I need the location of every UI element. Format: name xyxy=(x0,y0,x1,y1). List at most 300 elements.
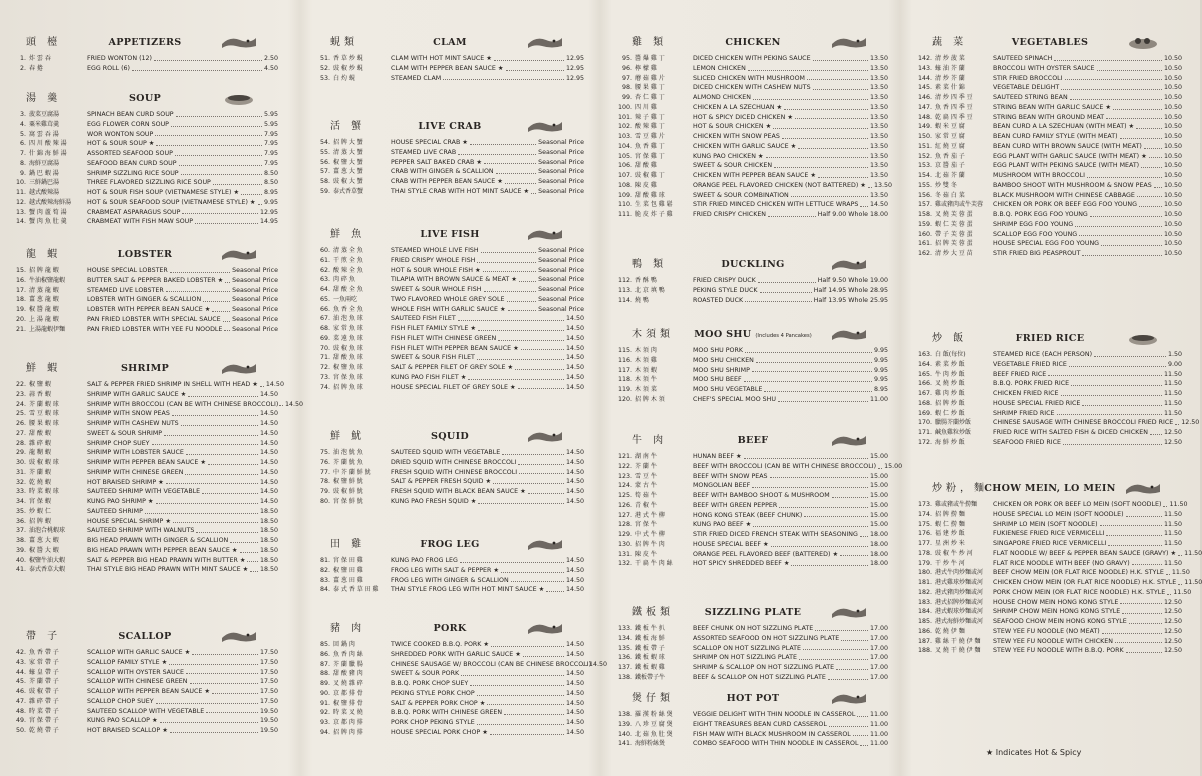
item-number: 147. xyxy=(918,103,933,111)
dot-leader xyxy=(230,536,258,543)
menu-item-row xyxy=(618,395,888,405)
item-chinese-name: 京 醬 茄 子 xyxy=(935,162,965,170)
item-chinese-name: 雪 豆 雞 片 xyxy=(635,133,665,140)
menu-section xyxy=(618,34,892,220)
item-price: Seasonal Price xyxy=(538,266,584,274)
item-chinese-name: 魚 香 茄 子 xyxy=(935,152,965,160)
dot-leader xyxy=(1054,54,1162,61)
item-number: 187. xyxy=(918,637,933,645)
item-name: BROCCOLI WITH OYSTER SAUCE xyxy=(993,64,1095,72)
menu-item-row xyxy=(316,679,584,689)
item-number: 173. xyxy=(918,501,933,508)
item-price: 14.50 xyxy=(565,315,584,323)
dot-leader xyxy=(170,266,230,273)
item-price: 13.50 xyxy=(869,123,888,131)
item-price: 11.00 xyxy=(869,711,888,718)
menu-item-row xyxy=(918,578,1202,588)
item-name: CLAM WITH PEPPER BEAN SAUCE ★ xyxy=(391,64,504,72)
item-number: 166. xyxy=(918,380,933,388)
item-number: 146. xyxy=(918,94,933,101)
item-number: 138. xyxy=(618,673,633,681)
menu-item-row xyxy=(918,210,1182,220)
item-chinese-name: 雪 豆 蝦 球 xyxy=(29,410,59,418)
item-number: 142. xyxy=(918,55,933,62)
item-number: 71. xyxy=(319,354,330,362)
item-price: 18.50 xyxy=(259,527,278,535)
item-chinese-name: 芥 蘭 臘 腸 xyxy=(333,660,363,668)
item-price: 12.50 xyxy=(1163,438,1182,446)
item-price: 11.50 xyxy=(1163,399,1182,407)
menu-item-row xyxy=(12,149,278,159)
menu-item-row xyxy=(618,385,888,395)
item-price: 11.50 xyxy=(1163,380,1182,388)
menu-item-row xyxy=(618,710,888,720)
item-price: 14.50 xyxy=(565,650,584,658)
item-price: 14.50 xyxy=(259,449,278,457)
item-chinese-name: 豉 椒 蝦 球 xyxy=(29,459,59,466)
item-price: 14.50 xyxy=(565,364,584,371)
item-price: 14.50 xyxy=(285,400,304,408)
item-price: 8.50 xyxy=(263,179,278,187)
item-price: 12.95 xyxy=(565,74,584,82)
dot-leader xyxy=(841,634,868,641)
dot-leader xyxy=(504,708,564,715)
item-price: Seasonal Price xyxy=(538,247,584,254)
item-number: 67. xyxy=(319,315,330,323)
dot-leader xyxy=(195,217,258,224)
item-price: 14.50 xyxy=(565,566,584,574)
item-number: 117. xyxy=(618,366,633,374)
item-chinese-name: 臘腸芥蘭炒飯 xyxy=(935,419,972,427)
item-number: 51. xyxy=(319,55,330,62)
item-price: Seasonal Price xyxy=(538,158,584,166)
menu-item-row xyxy=(918,409,1182,419)
section-chinese-title: 湯 羹 xyxy=(26,93,62,104)
item-name: KUNG PAO BEEF ★ xyxy=(693,521,752,529)
item-name: SHRIMP WITH CHINESE GREEN xyxy=(87,468,184,476)
item-chinese-name: 杏 仁 雞 丁 xyxy=(635,94,665,101)
item-chinese-name: 椒 鹽 田 雞 xyxy=(333,566,363,574)
item-number: 119. xyxy=(618,386,633,393)
dot-leader xyxy=(1122,607,1162,614)
menu-item-row xyxy=(12,178,278,188)
section-chinese-title: 鴨 類 xyxy=(632,259,668,270)
menu-item-row xyxy=(618,276,888,286)
item-price: 13.50 xyxy=(869,172,888,179)
item-chinese-name: 招 牌 芙 蓉 蛋 xyxy=(935,240,973,248)
section-chinese-title: 雞 類 xyxy=(632,37,668,48)
item-name: SHRIMP WITH SNOW PEAS xyxy=(87,410,170,418)
item-number: 55. xyxy=(319,148,330,156)
item-number: 151. xyxy=(918,142,933,150)
menu-item-row xyxy=(12,478,278,488)
item-number: 125. xyxy=(618,492,633,499)
item-number: 139. xyxy=(618,720,633,728)
item-price: 10.50 xyxy=(1163,113,1182,121)
section-chinese-title: 炒粉，麵 xyxy=(932,483,988,494)
dot-leader xyxy=(156,139,262,146)
dot-leader xyxy=(478,497,564,504)
menu-item-row xyxy=(12,286,278,296)
item-name: BEEF FRIED RICE xyxy=(993,370,1047,378)
item-name: CHICKEN CHOW MEIN (OR FLAT RICE NOODLE) H.K. STYLE xyxy=(993,579,1177,586)
item-number: 10. xyxy=(15,179,26,187)
item-chinese-name: 雜 碎 帶 子 xyxy=(29,697,59,705)
dot-leader xyxy=(1063,438,1162,445)
menu-item-row xyxy=(12,429,278,439)
dot-leader xyxy=(154,54,262,61)
dot-leader xyxy=(1061,83,1162,90)
item-number: 115. xyxy=(618,347,633,354)
item-name: LOBSTER WITH PEPPER BEAN SAUCE ★ xyxy=(87,306,211,313)
item-name: SHRIMP CHOP SUEY xyxy=(87,439,150,447)
section-header xyxy=(12,34,278,52)
item-price: 12.50 xyxy=(1163,647,1182,655)
item-price: Seasonal Price xyxy=(232,276,278,284)
dot-leader xyxy=(1048,370,1162,377)
dot-leader xyxy=(188,390,258,397)
item-price: 14.95 xyxy=(259,218,278,226)
dot-leader xyxy=(807,74,868,81)
item-price: 10.50 xyxy=(1163,181,1182,189)
dot-leader xyxy=(771,540,868,547)
item-chinese-name: 酸 辣 雞 丁 xyxy=(635,123,665,131)
item-number: 38. xyxy=(15,537,26,544)
item-name: B.B.Q. PORK EGG FOO YOUNG xyxy=(993,211,1088,218)
item-name: BEAN CURD WITH BROWN SAUCE (WITH MEAT) xyxy=(993,142,1142,150)
menu-item-row xyxy=(918,74,1182,84)
section-header xyxy=(316,428,584,446)
dot-leader xyxy=(836,663,868,670)
item-price: 14.50 xyxy=(565,689,584,697)
item-number: 130. xyxy=(618,540,633,548)
menu-item-row xyxy=(618,200,888,210)
menu-item-row xyxy=(12,439,278,449)
item-price: 14.50 xyxy=(565,334,584,342)
item-name: HOUSE SPECIAL EGG FOO YOUNG xyxy=(993,240,1100,248)
item-chinese-name: 白 飯(每位) xyxy=(935,351,966,358)
item-chinese-name: 魚 香 肉 絲 xyxy=(333,650,363,658)
item-name: SCALLOP FAMILY STYLE ★ xyxy=(87,658,168,666)
dot-leader xyxy=(799,653,868,660)
item-price: 13.50 xyxy=(869,55,888,62)
menu-item-row xyxy=(12,526,278,536)
item-number: 183. xyxy=(918,598,933,606)
item-number: 2. xyxy=(19,64,26,72)
item-number: 188. xyxy=(918,647,933,655)
item-number: 24. xyxy=(15,400,26,408)
section-header xyxy=(12,360,278,378)
item-number: 42. xyxy=(15,649,26,656)
dot-leader xyxy=(818,171,868,178)
menu-item-row xyxy=(618,93,888,103)
item-number: 118. xyxy=(618,376,633,384)
item-name: TILAPIA WITH BROWN SAUCE & MEAT ★ xyxy=(391,276,517,284)
section-header xyxy=(316,620,584,638)
item-name: BEEF CHUNK ON HOT SIZZLING PLATE xyxy=(693,625,814,632)
menu-section xyxy=(618,432,903,569)
item-price: 11.50 xyxy=(1184,579,1202,586)
menu-item-row xyxy=(618,634,888,644)
item-chinese-name: 豉 椒 帶 子 xyxy=(29,688,59,695)
item-name: BEEF WITH GREEN PEPPER xyxy=(693,501,778,509)
item-name: SAUTEED SHRIMP WITH VEGETABLE xyxy=(87,488,201,496)
menu-item-row xyxy=(316,74,584,84)
dot-leader xyxy=(208,458,258,465)
menu-section xyxy=(918,480,1202,656)
menu-item-row xyxy=(618,491,888,501)
dot-leader xyxy=(1132,559,1162,566)
menu-item-row xyxy=(618,210,888,220)
dot-leader xyxy=(770,472,868,479)
item-number: 106. xyxy=(618,162,633,170)
item-number: 14. xyxy=(15,218,26,226)
item-chinese-name: 海鮮粉絲煲 xyxy=(635,740,666,748)
section-header xyxy=(918,34,1182,52)
item-chinese-name: 蟹 肉 蘆 筍 湯 xyxy=(29,208,67,216)
item-price: 12.50 xyxy=(1163,627,1182,635)
menu-section xyxy=(618,604,888,683)
item-price: 13.50 xyxy=(869,74,888,82)
squid-icon xyxy=(524,428,566,444)
item-name: STIR FRIED BIG PEASPROUT xyxy=(993,250,1081,257)
menu-item-row xyxy=(316,334,584,344)
item-chinese-name: 鐵 板 蝦 球 xyxy=(635,654,665,662)
item-name: HOUSE SPECIAL BEEF ★ xyxy=(693,540,769,548)
dot-leader xyxy=(175,149,262,156)
item-chinese-name: 甜 酸 全 魚 xyxy=(333,286,363,293)
item-name: SAUTEED SPINACH xyxy=(993,55,1053,62)
section-title: LIVE CRAB xyxy=(418,121,482,132)
item-name: ASSORTED SEAFOOD ON HOT SIZZLING PLATE xyxy=(693,634,840,642)
clam-icon xyxy=(524,34,566,50)
item-chinese-name: 越式酸辣湯 xyxy=(29,189,60,196)
item-number: 81. xyxy=(319,557,330,564)
item-price: 18.50 xyxy=(259,537,278,544)
dot-leader xyxy=(815,624,868,631)
item-name: SWEET & SOUR SHRIMP xyxy=(87,429,163,437)
item-number: 79. xyxy=(319,488,330,495)
item-chinese-name: 魚 香 四 季 豆 xyxy=(935,103,973,111)
dot-leader xyxy=(1106,529,1162,536)
item-name: SHRIMP & SCALLOP ON HOT SIZZLING PLATE xyxy=(693,664,835,671)
item-chinese-name: 白 灼 蜆 xyxy=(333,74,355,82)
item-number: 63. xyxy=(319,276,330,284)
item-chinese-name: 雪 豆 牛 xyxy=(635,472,657,480)
dot-leader xyxy=(179,159,262,166)
item-price: 12.95 xyxy=(259,208,278,216)
dot-leader xyxy=(745,296,812,303)
item-price: 13.50 xyxy=(873,181,892,189)
item-chinese-name: 乾 燒 帶 子 xyxy=(29,727,59,734)
item-price: 14.50 xyxy=(565,728,584,736)
item-number: 161. xyxy=(918,240,933,248)
menu-item-row xyxy=(316,54,584,64)
item-name: STEAMED RICE (EACH PERSON) xyxy=(993,351,1093,358)
item-name: TWO FLAVORED WHOLE GREY SOLE xyxy=(391,295,505,303)
item-chinese-name: 宮 保 鮮 魷 xyxy=(333,497,363,505)
dot-leader xyxy=(1115,637,1162,644)
item-number: 68. xyxy=(319,325,330,332)
menu-column-3 xyxy=(618,34,903,774)
item-number: 154. xyxy=(918,172,933,179)
item-price: 15.00 xyxy=(869,453,888,460)
item-name: SCALLOP CHOP SUEY xyxy=(87,697,154,705)
dot-leader xyxy=(1070,93,1162,100)
item-number: 31. xyxy=(15,468,26,476)
item-number: 18. xyxy=(15,296,26,304)
menu-section xyxy=(918,34,1182,259)
menu-item-row xyxy=(316,256,584,266)
item-number: 122. xyxy=(618,462,633,470)
item-chinese-name: 木 須 牛 xyxy=(635,376,657,384)
menu-item-row xyxy=(918,418,1200,428)
item-price: 14.50 xyxy=(565,576,584,584)
section-header xyxy=(316,226,584,244)
item-number: 35. xyxy=(15,507,26,515)
item-number: 76. xyxy=(319,458,330,466)
item-price: 14.50 xyxy=(259,390,278,398)
item-chinese-name: 油 泡 魷 魚 xyxy=(333,449,363,456)
item-chinese-name: 什 錦 海 鮮 湯 xyxy=(29,150,67,157)
item-chinese-name: 陳 皮 牛 xyxy=(635,550,657,558)
item-name: FLAT NOODLE W/ BEEF & PEPPER BEAN SAUCE (GRAVY) ★ xyxy=(993,549,1177,557)
menu-item-row xyxy=(918,83,1182,93)
item-number: 109. xyxy=(618,191,633,199)
menu-section xyxy=(316,118,584,197)
item-number: 93. xyxy=(319,719,330,726)
section-header xyxy=(918,330,1182,348)
item-price: 11.50 xyxy=(1163,409,1182,417)
item-price: 14.50 xyxy=(565,670,584,678)
item-number: 157. xyxy=(918,201,933,209)
menu-item-row xyxy=(918,239,1182,249)
item-price: 10.50 xyxy=(1163,55,1182,62)
item-number: 74. xyxy=(319,383,330,391)
item-number: 36. xyxy=(15,517,26,525)
menu-item-row xyxy=(316,295,584,305)
item-chinese-name: 醬 爆 雞 丁 xyxy=(635,55,665,62)
item-name: SINGAPORE FRIED RICE VERMICELLI xyxy=(993,540,1107,547)
item-chinese-name: 乾 燒 伊 麵 xyxy=(935,627,965,635)
dot-leader xyxy=(224,325,230,332)
item-number: 163. xyxy=(918,351,933,358)
dot-leader xyxy=(185,468,258,475)
item-chinese-name: 甜 酸 雞 xyxy=(635,162,657,170)
menu-item-row xyxy=(12,198,278,208)
item-price: 11.50 xyxy=(1163,370,1182,378)
item-name: THAI STYLE FROG LEG WITH HOT MINT SAUCE ★ xyxy=(391,586,545,594)
dot-leader xyxy=(784,103,868,110)
item-chinese-name: 羅 漢 粉 絲 煲 xyxy=(635,711,673,718)
menu-item-row xyxy=(12,315,278,325)
menu-item-row xyxy=(618,720,888,730)
crab-icon xyxy=(524,118,566,134)
item-name: FROG LEG WITH SALT & PEPPER ★ xyxy=(391,566,500,574)
item-chinese-name: 豉 椒 魚 球 xyxy=(333,344,363,352)
menu-item-row xyxy=(918,529,1182,539)
dot-leader xyxy=(483,266,537,273)
item-chinese-name: 鐵 板 蝦 雞 xyxy=(635,664,665,671)
item-name: TWICE COOKED B.B.Q. PORK ★ xyxy=(391,641,490,648)
section-title-text: MOO SHU xyxy=(694,329,752,340)
item-price: 14.50 xyxy=(565,478,584,486)
dot-leader xyxy=(156,697,258,704)
item-price: 14.50 xyxy=(565,344,584,352)
item-name: PAN FRIED LOBSTER WITH SPECIAL SAUCE xyxy=(87,315,221,323)
item-chinese-name: 椒鹽牛油大蝦 xyxy=(29,556,66,564)
item-name: PEKING STYLE PORK CHOP xyxy=(391,689,475,697)
item-name: HOUSE SPECIAL CRAB ★ xyxy=(391,139,468,146)
dot-leader xyxy=(1106,113,1162,120)
dot-leader xyxy=(173,517,258,524)
item-price: 14.50 xyxy=(565,449,584,456)
dot-leader xyxy=(1113,103,1162,110)
item-price: Half 14.95 Whole 28.95 xyxy=(813,286,888,294)
item-name: BEEF WITH SNOW PEAS xyxy=(693,472,768,480)
dot-leader xyxy=(860,200,868,207)
item-price: 14.50 xyxy=(259,478,278,486)
item-price: Half 9.50 Whole 19.00 xyxy=(817,277,888,284)
menu-item-row xyxy=(12,217,278,227)
item-name: STEAMED LIVE CRAB xyxy=(391,148,457,156)
menu-item-row xyxy=(918,588,1192,598)
item-name: SCALLOP WITH GARLIC SAUCE ★ xyxy=(87,649,191,656)
menu-section xyxy=(316,226,584,392)
menu-item-row xyxy=(12,458,278,468)
item-price: 11.50 xyxy=(1169,501,1188,508)
menu-item-row xyxy=(316,167,584,177)
menu-item-row xyxy=(316,363,584,373)
dot-leader xyxy=(1101,239,1162,246)
item-chinese-name: 中 式 牛 柳 xyxy=(635,531,665,538)
item-chinese-name: 龍 糊 蝦 xyxy=(29,449,51,457)
item-number: 114. xyxy=(618,296,633,304)
menu-item-row xyxy=(918,428,1182,438)
dot-leader xyxy=(458,148,536,155)
item-number: 91. xyxy=(319,699,330,707)
dot-leader xyxy=(829,720,868,727)
item-price: 17.00 xyxy=(869,634,888,642)
item-number: 30. xyxy=(15,459,26,466)
menu-item-row xyxy=(618,286,888,296)
item-name: ALMOND CHICKEN xyxy=(693,94,751,101)
item-number: 15. xyxy=(15,267,26,274)
menu-item-row xyxy=(12,305,278,315)
item-chinese-name: 春 捲 xyxy=(29,64,43,72)
dot-leader xyxy=(169,658,258,665)
item-name: BEEF & SCALLOP ON HOT SIZZLING PLATE xyxy=(693,673,826,681)
menu-item-row xyxy=(316,305,584,315)
menu-item-row xyxy=(316,64,584,74)
item-chinese-name: 甜 酸 豬 肉 xyxy=(333,670,363,678)
item-price: 13.50 xyxy=(869,162,888,170)
item-chinese-name: 椒 鹽 大 蟹 xyxy=(333,158,363,166)
dot-leader xyxy=(258,198,262,205)
dot-leader xyxy=(212,687,258,694)
item-name: SCALLOP EGG FOO YOUNG xyxy=(993,230,1078,238)
dot-leader xyxy=(1178,549,1182,556)
menu-item-row xyxy=(918,122,1182,132)
menu-item-row xyxy=(618,64,888,74)
item-price: Seasonal Price xyxy=(538,187,584,195)
dot-leader xyxy=(1144,142,1162,149)
item-name: KUNG PAO SHRIMP ★ xyxy=(87,498,154,505)
item-price: Seasonal Price xyxy=(232,325,278,333)
dot-leader xyxy=(170,726,258,733)
dot-leader xyxy=(507,295,537,302)
item-name: SWEET & SOUR COMBINATION xyxy=(693,191,789,199)
